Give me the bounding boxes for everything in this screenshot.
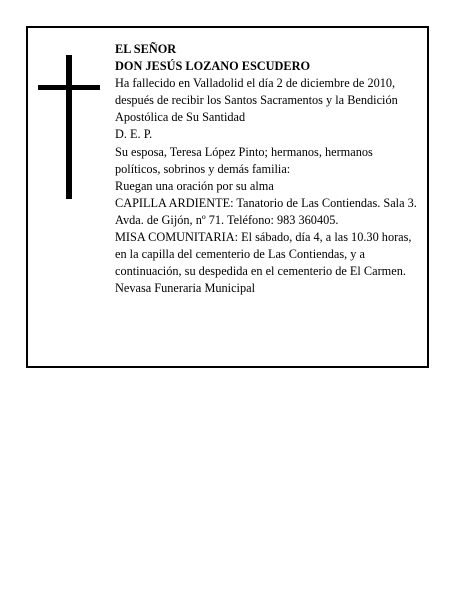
cross-horizontal-bar bbox=[38, 85, 100, 90]
rip-abbreviation: D. E. P. bbox=[115, 127, 153, 142]
cross-icon bbox=[38, 55, 100, 199]
obituary-notice bbox=[26, 26, 429, 368]
notice-heading-line1: EL SEÑOR bbox=[115, 42, 177, 56]
notice-text-block bbox=[115, 41, 421, 297]
chapel-info: CAPILLA ARDIENTE: Tanatorio de Las Contiendas. Sala 3. Avda. de Gijón, nº 71. Teléfono: 983 360405. bbox=[115, 195, 417, 227]
death-announcement: Ha fallecido en Valladolid el día 2 de diciembre de 2010, después de recibir los Santos Sacramentos y la Bendición Apostólica de Su Santidad bbox=[115, 76, 398, 125]
cross-vertical-bar bbox=[66, 55, 72, 199]
mass-info: MISA COMUNITARIA: El sábado, día 4, a las 10.30 horas, en la capilla del cementerio de Las Contiendas, y a continuación, su despedida en el cementerio de El Carmen. bbox=[115, 230, 412, 279]
family-mourners: Su esposa, Teresa López Pinto; hermanos, hermanos políticos, sobrinos y demás familia: bbox=[115, 144, 373, 176]
funeral-home-name: Nevasa Funeraria Municipal bbox=[115, 281, 255, 296]
prayer-request: Ruegan una oración por su alma bbox=[115, 178, 274, 193]
deceased-name: DON JESÚS LOZANO ESCUDERO bbox=[115, 59, 311, 74]
